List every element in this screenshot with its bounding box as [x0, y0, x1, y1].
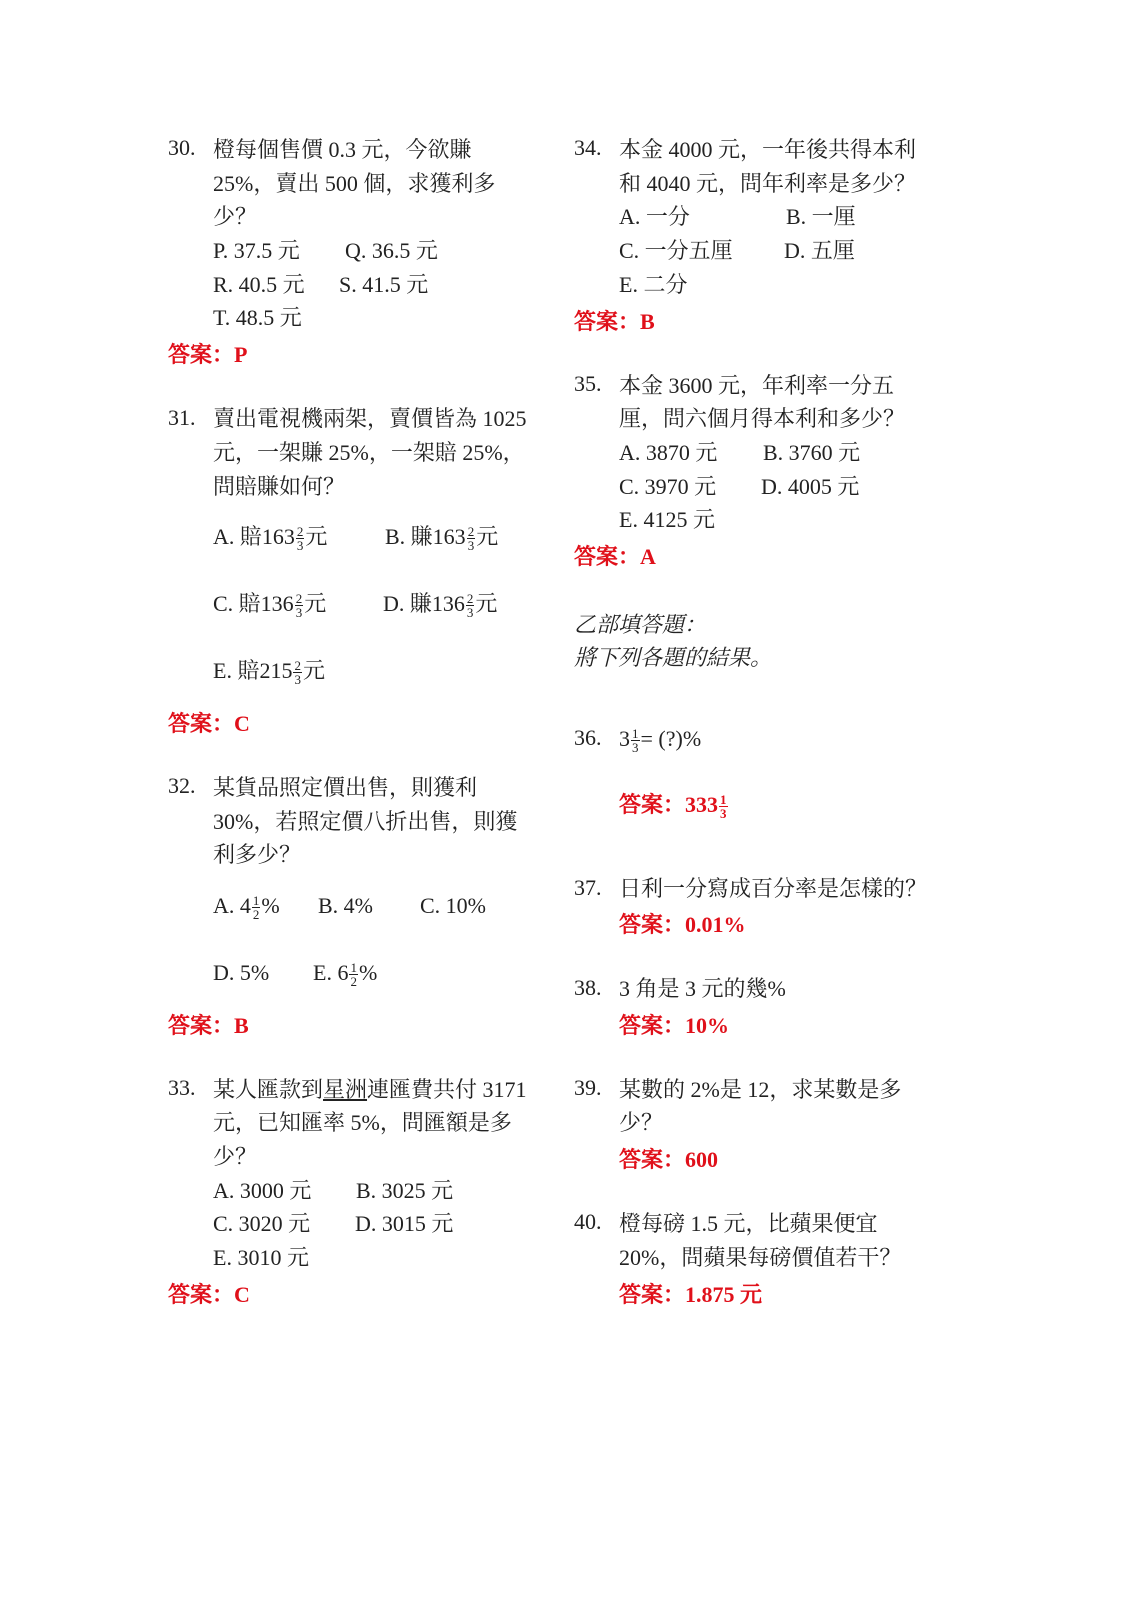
question-number: 30.: [168, 135, 196, 160]
option-d: D. 五厘: [784, 238, 855, 263]
question-number: 39.: [574, 1075, 602, 1100]
fraction: $\frac{2}{3}$: [294, 658, 301, 688]
section-title: 乙部填答題：: [574, 612, 707, 637]
question-text: 日利一分寫成百分率是怎樣的？: [619, 876, 928, 901]
option-d: D. 3015 元: [355, 1211, 454, 1236]
answer: 答案：10%: [619, 1013, 730, 1038]
option-e: E. 3010 元: [213, 1245, 309, 1270]
option-c: C. 賠136 $\frac{2}{3}$ 元: [213, 591, 327, 621]
option-e: E. 6 $\frac{1}{2}$ %: [313, 960, 378, 990]
answer: 答案：1.875 元: [619, 1282, 763, 1307]
question-text: 30%，若照定價八折出售，則獲: [213, 809, 518, 834]
question-number: 31.: [168, 405, 196, 430]
option-a: A. 4 $\frac{1}{2}$ %: [213, 893, 280, 923]
answer: 答案：C: [168, 711, 250, 736]
option-t: T. 48.5 元: [213, 305, 302, 330]
option-q: Q. 36.5 元: [345, 238, 438, 263]
fraction: $\frac{1}{2}$: [350, 960, 357, 990]
fraction: $\frac{2}{3}$: [466, 591, 474, 621]
question-number: 36.: [574, 725, 602, 750]
option-d: D. 4005 元: [761, 474, 860, 499]
answer: 答案：600: [619, 1147, 719, 1172]
fraction: $\frac{1}{2}$: [252, 893, 260, 923]
question-number: 38.: [574, 975, 602, 1000]
option-a: A. 3000 元: [213, 1178, 312, 1203]
question-text: 少？: [213, 1144, 258, 1169]
question-number: 35.: [574, 371, 602, 396]
question-text: 元，已知匯率 5%，問匯額是多: [213, 1110, 512, 1135]
question-text: 少？: [213, 204, 258, 229]
option-label: A. 賠163: [213, 524, 295, 549]
option-d: D. 賺136 $\frac{2}{3}$ 元: [383, 591, 498, 621]
question-number: 33.: [168, 1075, 196, 1100]
option-label: E. 賠215: [213, 658, 293, 683]
fraction: $\frac{2}{3}$: [296, 524, 304, 554]
question-text: 25%，賣出 500 個，求獲利多: [213, 171, 496, 196]
question-number: 40.: [574, 1209, 602, 1234]
answer: 答案：A: [574, 544, 656, 569]
option-label: B. 賺163: [385, 524, 466, 549]
option-label: D. 賺136: [383, 591, 465, 616]
question-text: 問賠賺如何？: [213, 474, 346, 499]
option-c: C. 3970 元: [619, 474, 717, 499]
option-s: S. 41.5 元: [339, 272, 429, 297]
answer: 答案：C: [168, 1282, 250, 1307]
question-text: 某人匯款到星洲連匯費共付 3171: [213, 1077, 527, 1102]
option-b: B. 一厘: [786, 204, 856, 229]
question-text: 橙每磅 1.5 元，比蘋果便宜: [619, 1211, 878, 1236]
option-a: A. 一分: [619, 204, 690, 229]
answer: 答案：333 $\frac{1}{3}$: [619, 792, 727, 822]
fraction: $\frac{1}{3}$: [632, 726, 639, 756]
option-e: E. 二分: [619, 272, 688, 297]
option-a: A. 賠163 $\frac{2}{3}$ 元: [213, 524, 328, 554]
answer: 答案：B: [574, 309, 655, 334]
option-b: B. 4%: [318, 893, 373, 918]
option-b: B. 3760 元: [763, 440, 861, 465]
option-r: R. 40.5 元: [213, 272, 305, 297]
option-c: C. 一分五厘: [619, 238, 733, 263]
question-text: 某數的 2%是 12，求某數是多: [619, 1077, 902, 1102]
answer: 答案：B: [168, 1013, 249, 1038]
question-number: 37.: [574, 875, 602, 900]
question-text: 某貨品照定價出售，則獲利: [213, 775, 478, 800]
option-b: B. 賺163 $\frac{2}{3}$ 元: [385, 524, 499, 554]
question-text: 少？: [619, 1110, 664, 1135]
question-text: 橙每個售價 0.3 元，今欲賺: [213, 137, 472, 162]
option-c: C. 3020 元: [213, 1211, 311, 1236]
fraction: $\frac{2}{3}$: [467, 524, 475, 554]
option-e: E. 賠215 $\frac{2}{3}$ 元: [213, 658, 325, 688]
question-text: 賣出電視機兩架，賣價皆為 1025: [213, 406, 527, 431]
question-text: 本金 3600 元，年利率一分五: [619, 373, 895, 398]
question-text: 3 角是 3 元的幾%: [619, 976, 786, 1001]
section-instruction: 將下列各題的結果。: [574, 645, 773, 670]
question-text: 本金 4000 元，一年後共得本利: [619, 137, 917, 162]
question-number: 34.: [574, 135, 602, 160]
answer: 答案：0.01%: [619, 912, 746, 937]
fraction: $\frac{1}{3}$: [720, 792, 727, 822]
option-p: P. 37.5 元: [213, 238, 300, 263]
question-number: 32.: [168, 773, 196, 798]
option-e: E. 4125 元: [619, 507, 715, 532]
question-text: 20%，問蘋果每磅價值若干？: [619, 1245, 902, 1270]
answer: 答案：P: [168, 342, 248, 367]
option-label: C. 賠136: [213, 591, 294, 616]
question-text: 利多少？: [213, 842, 302, 867]
option-c: C. 10%: [420, 893, 486, 918]
question-text: 元，一架賺 25%，一架賠 25%，: [213, 440, 525, 465]
option-a: A. 3870 元: [619, 440, 718, 465]
question-text: 和 4040 元，問年利率是多少？: [619, 171, 917, 196]
option-b: B. 3025 元: [356, 1178, 454, 1203]
fraction: $\frac{2}{3}$: [295, 591, 303, 621]
option-d: D. 5%: [213, 960, 270, 985]
question-text: 3 $\frac{1}{3}$ = (?)%: [619, 726, 702, 756]
question-text: 厘，問六個月得本利和多少？: [619, 406, 906, 431]
